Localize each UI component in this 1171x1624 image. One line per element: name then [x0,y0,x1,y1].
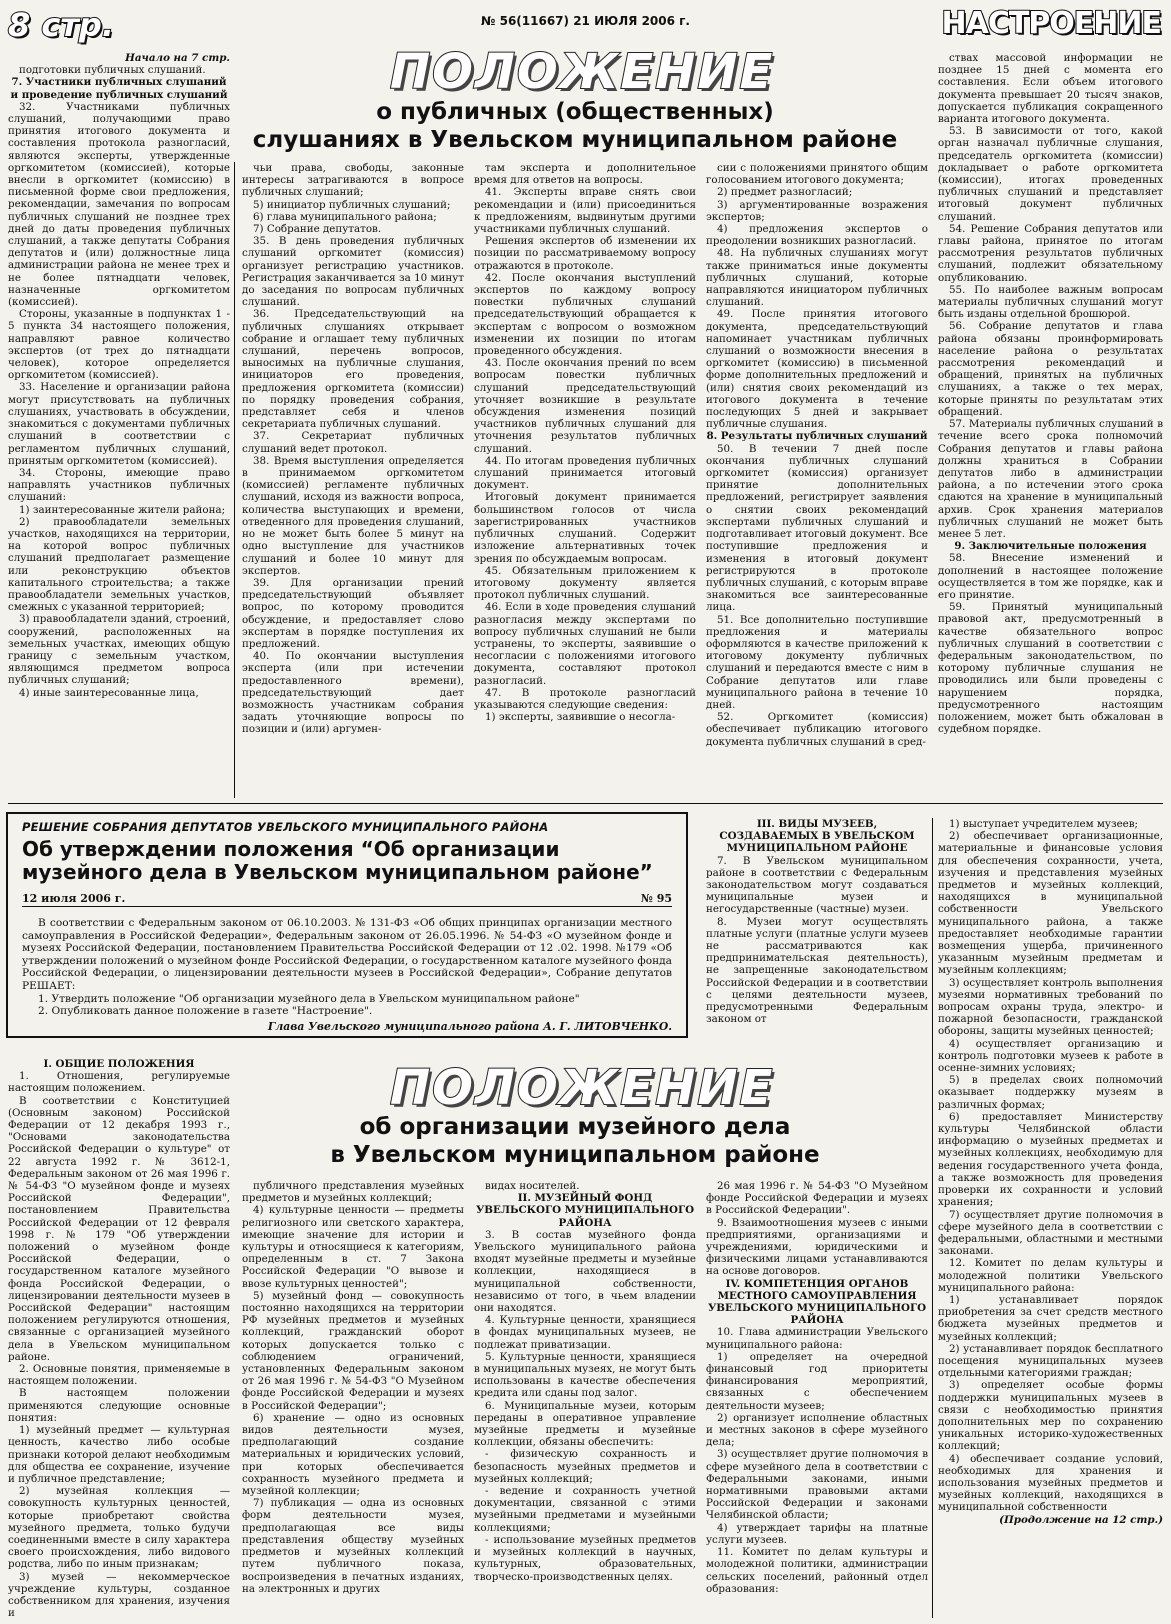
paragraph: сии с положениями принятого общим голосованием итогового документа; [706,162,928,187]
section-heading: 7. Участники публичных слушаний и проведение публичных слушаний [10,76,228,101]
paragraph: 46. Если в ходе проведения слушаний разногласия между экспертами по вопросу публичных слушаний не были устранены, то эксперты, заявившие о несогласии с положениями итогового документа, составляют протокол разногласий. [474,601,696,687]
paragraph: 1) заинтересованные жители района; [19,503,226,516]
top-column-5 [938,52,1163,800]
paragraph: 41. Эксперты вправе снять свои рекомендации и (или) присоединиться к предложениям, выдвинутым другими участниками публичных слушаний. [474,186,696,236]
section-heading: IV. КОМПЕТЕНЦИЯ ОРГАНОВ МЕСТНОГО САМОУПРАВЛЕНИЯ УВЕЛЬСКОГО МУНИЦИПАЛЬНОГО РАЙОНА [707,1277,927,1327]
paragraph: 1. Отношения, регулируемые настоящим положением. [8,1070,230,1095]
paragraph: 4) предложения экспертов о преодолении возникших разногласий. [706,223,928,248]
paragraph: 2) обеспечивает организационные, материальные и финансовые условия для обеспечения сохранности, учета, изучения и представления музейных предметов и музейных коллекций, находящихся в муниципальной собственности Увельского муниципального района, а также предоставляет необходимые гарантии возмещения ущерба, причиненного указанным музейным предметам и музейным коллекциям; [938,830,1163,977]
paragraph: 5) в пределах своих полномочий оказывает поддержку музеям в различных формах; [938,1074,1163,1111]
paragraph: публичного представления музейных предметов и музейных коллекций; [242,1180,464,1205]
decision-date: 12 июля 2006 г. [22,892,126,905]
paragraph: 2) музейная коллекция — совокупность культурных ценностей, которые приобретают свойства музейного предмета, только будучи соединенными вместе в силу характера своего происхождения, либо видового родства, либо по иным признакам; [8,1485,230,1571]
paragraph: В соответствии с Конституцией (Основным законом) Российской Федерации от 12 декабря 1993 г., "Основами законодательства Российской Федерации о культуре" от 22 августа 1992 г. № 3612-1, Федеральным законом от 26 мая 1996 г. № 54-ФЗ "О музейном фонде и музеях Российской Федерации", постановлением Правительства Российской Федерации от 12 февраля 1998 г. № 179 "Об утверждении положений о музейном фонде Российской Федерации, о государственном каталоге музейного фонда Российской Федерации, о лицензировании деятельности музеев в Российской Федерации" настоящим положением регулируются отношения, связанные с организацией музейного дела в Увельском муниципальном районе. [8,1094,230,1363]
paragraph: 2) устанавливает порядок бесплатного посещения муниципальных музеев отдельными категориями граждан; [938,1342,1163,1380]
paragraph: 53. В зависимости от того, какой орган назначал публичные слушания, председатель оргкомитета (комиссии) докладывает о работе оргкомитета (комиссии), итогах проведенных публичных слушаний и представляет итоговый документ публичных слушаний. [938,125,1163,223]
paragraph: 6) глава муниципального района; [253,210,437,223]
paragraph: 56. Собрание депутатов и глава района обязаны проинформировать население района о результатах рассмотрения рекомендаций и обращений, принятых на публичных слушаниях, а также о тех мерах, которые приняты по результатам этих обращений. [938,320,1163,418]
paragraph: 58. Внесение изменений и дополнений в настоящее положение осуществляется в том же порядке, как и его принятие. [938,552,1163,601]
top-column-1 [8,52,230,800]
paragraph: 49. После принятия итогового документа, председательствующий напоминает участникам публичных слушаний о возможности внесения в оргкомитет (комиссию) в письменной форме дополнительных предложений и (или) снятия своих рекомендаций из итогового документа в течение последующих 5 дней и закрывает публичные слушания. [706,308,928,431]
paragraph: 1) устанавливает порядок приобретения за счет средств местного бюджета музейных предметов и музейных коллекций; [938,1293,1163,1343]
paragraph: 6) предоставляет Министерству культуры Челябинской области информацию о музейных предметах и музейных коллекциях, необходимую для ведения государственного учета фонда, а также возможность для проведения проверки их сохранности и условий хранения; [938,1110,1163,1209]
section-heading: II. МУЗЕЙНЫЙ ФОНД УВЕЛЬСКОГО МУНИЦИПАЛЬНОГО РАЙОНА [475,1192,695,1229]
decision-box [6,812,688,1038]
decision-meta [22,892,672,907]
paragraph: 4) культурные ценности — предметы религиозного или светского характера, имеющие значение для истории и культуры и относящиеся к категориям, определенным в ст. 7 Закона Российской Федерации "О вывозе и ввозе культурных ценностей"; [242,1204,464,1290]
paragraph: 52. Оргкомитет (комиссия) обеспечивает публикацию итогового документа публичных слушаний в сред- [706,711,928,748]
paragraph: - ведение и сохранность учетной документации, связанной с этими музейными предметами и музейными коллекциями; [474,1485,696,1534]
paragraph: 32. Участниками публичных слушаний, получающими право принятия итогового документа и составления протокола разногласий, являются эксперты, утвержденные оргкомитетом (комиссией), которые внесли в оргкомитет (комиссию) в письменной форме свои предложения, рекомендации, замечания по вопросам публичных слушаний не позднее трех дней до даты проведения публичных слушаний, а также депутаты Собрания депутатов и (или) должностные лица администрации района не менее трех и не более пятнадцати человек, назначенные оргкомитетом (комиссией). [8,100,230,309]
paragraph: чьи права, свободы, законные интересы затрагиваются в вопросе публичных слушаний; [242,162,464,199]
section-heading: 8. Результаты публичных слушаний [706,430,928,443]
decision-paragraph: 2. Опубликовать данное положение в газете "Настроение". [38,1005,373,1018]
paragraph: 4. Культурные ценности, хранящиеся в фондах муниципальных музеев, не подлежат приватизации. [474,1314,696,1351]
paragraph: 36. Председательствующий на публичных слушаниях открывает собрание и оглашает тему публичных слушаний, перечень вопросов, выносимых на публичные слушания, инициаторов его проведения, предложения оргкомитета (комиссии) по порядку проведения собрания, представляет себя и членов секретариата публичных слушаний. [242,308,464,431]
bottom-column-1 [8,1058,230,1620]
top-article-title: ПОЛОЖЕНИЕ [390,44,775,100]
section-heading: I. ОБЩИЕ ПОЛОЖЕНИЯ [43,1058,195,1070]
bottom-article-subtitle-1: об организации музейного дела [359,1114,791,1140]
bottom-article-subtitle-2: в Увельском муниципальном районе [330,1142,820,1168]
paragraph: 39. Для организации прений председательствующий объявляет вопрос, по которому проводится обсуждение, и предоставляет слово экспертам в порядке поступления их предложений. [242,576,464,650]
top-column-4 [706,162,928,800]
paragraph: 3) музей — некоммерческое учреждение культуры, созданное собственником для хранения, изучения и [8,1570,230,1620]
paragraph: 55. По наиболее важным вопросам материалы публичных слушаний могут быть изданы отдельной брошюрой. [938,283,1163,321]
paragraph: В настоящем положении применяются следующие основные понятия: [8,1387,230,1424]
top-article-subtitle-2: слушаниях в Увельском муниципальном районе [252,127,898,153]
paragraph: 34. Стороны, имеющие право направлять участников публичных слушаний: [8,466,230,504]
bottom-column-3 [474,1180,696,1620]
paragraph: 5) инициатор публичных слушаний; [253,198,451,211]
mid-column-4 [706,818,928,1050]
issue-info: № 56(11667) 21 ИЮЛЯ 2006 г. [480,14,690,28]
paragraph: 33. Население и организации района могут присутствовать на публичных слушаниях, участвовать в обсуждении, знакомиться с документами публичных слушаний в соответствии с регламентом публичных слушаний, принятым оргкомитетом (комиссией). [8,381,230,467]
paragraph: 45. Обязательным приложением к итоговому документу является протокол публичных слушаний. [474,564,696,602]
paragraph: 4) обеспечивает создание условий, необходимых для хранения и использования музейных предметов и музейных коллекций, находящихся в муниципальной собственности [938,1452,1163,1514]
paragraph: 40. По окончании выступления эксперта (или при истечении предоставленного времени), председательствующий дает возможность участникам собрания задать уточняющие вопросы по позиции и (или) аргумен- [242,650,464,736]
paragraph: 7. В Увельском муниципальном районе в соответствии с Федеральным законодательством могут создаваться муниципальные музеи и негосударственные (частные) музеи. [706,854,928,916]
paragraph: 8. Музеи могут осуществлять платные услуги (платные услуги музеев не рассматриваются как предпринимательская деятельность), не запрещенные законодательством Российской Федерации и в соответствии с целями деятельности музеев, предусмотренными Федеральным законом от [706,915,928,1026]
paragraph: 1) эксперты, заявившие о несогла- [485,711,676,724]
paragraph: 11. Комитет по делам культуры и молодежной политики, администрации сельских поселений, районный отдел образования: [706,1546,928,1595]
paragraph: 5. Культурные ценности, хранящиеся в муниципальных музеях, не могут быть использованы в качестве обеспечения кредита или сданы под залог. [474,1350,696,1400]
paragraph: 54. Решение Собрания депутатов или главы района, принятое по итогам рассмотрения результатов публичных слушаний, подлежит обязательному опубликованию. [938,222,1163,284]
paragraph: 6) хранение — одно из основных видов деятельности музея, предполагающий создание материальных и юридических условий, при которых обеспечивается сохранность музейного предмета и музейной коллекции; [242,1411,464,1498]
column-rule [234,162,235,798]
top-column-3 [474,162,696,800]
paragraph: 7) Собрание депутатов. [253,223,382,236]
paragraph: (Продолжение на 12 стр.) [999,1513,1163,1526]
top-column-2 [242,162,464,800]
paragraph: 42. После окончания выступлений экспертов по каждому вопросу повестки публичных слушаний председательствующий обращается к экспертам с вопросом о возможном изменении их позиции по итогам проведенного обсуждения. [474,271,696,358]
paragraph: видах носителей. [485,1180,580,1192]
paragraph: 26 мая 1996 г. № 54-ФЗ "О Музейном фонде Российской Федерации и музеях в Российской Федерации". [706,1180,928,1217]
decision-body [22,917,672,1018]
page-number: 8 стр. [8,6,114,44]
paragraph: 9. Взаимоотношения музеев с иными предприятиями, организациями и учреждениями, юридическими и физическими лицами устанавливаются на основе договоров. [706,1216,928,1278]
paragraph: 44. По итогам проведения публичных слушаний принимается итоговый документ. [474,454,696,492]
paragraph: 48. На публичных слушаниях могут также приниматься иные документы публичных слушаний, которые направляются инициатором публичных слушаний. [706,247,928,309]
paragraph: Решения экспертов об изменении их позиции по рассматриваемому вопросу отражаются в протоколе. [474,235,696,272]
paragraph: 12. Комитет по делам культуры и молодежной политики Увельского муниципального района: [938,1257,1163,1294]
paragraph: 3) аргументированные возражения экспертов; [706,198,928,223]
paragraph: ствах массовой информации не позднее 15 дней с момента его составления. Если объем итогового документа превышает 20 тысяч знаков, допускается публикация сокращенного варианта итогового документа. [938,52,1163,126]
paragraph: 37. Секретариат публичных слушаний ведет протокол. [242,430,464,455]
paragraph: 4) осуществляет организацию и контроль подготовки музеев к работе в осенне-зимних условиях; [938,1037,1163,1075]
paragraph: 3. В состав музейного фонда Увельского муниципального района входят музейные предметы и музейные коллекции, находящиеся в муниципальной собственности, независимо от того, в чьем владении они находятся. [474,1228,696,1315]
paragraph: 3) осуществляет контроль выполнения музеями нормативных требований по вопросам охраны труда, электро- и пожарной безопасности, гражданской обороны, защиты музейных ценностей; [938,976,1163,1038]
paragraph: 5) музейный фонд — совокупность постоянно находящихся на территории РФ музейных предметов и музейных коллекций, гражданский оборот которых допускается только с соблюдением ограничений, установленных Федеральным законом от 26 мая 1996 г. № 54-ФЗ "О Музейном фонде Российской Федерации и музеях в Российской Федерации"; [242,1289,464,1412]
paragraph: 43. После окончания прений по всем вопросам повестки публичных слушаний председательствующий уточняет возникшие в результате обсуждения изменения позиций участников публичных слушаний для уточнения результатов публичных слушаний. [474,357,696,455]
paragraph: 6. Муниципальные музеи, которым переданы в оперативное управление музейные предметы и музейные коллекции, обязаны обеспечить: [474,1399,696,1449]
paragraph: 3) правообладатели зданий, строений, сооружений, расположенных на земельных участках, имеющих общую границу с земельным участком, являющимся предметом вопроса публичных слушаний; [8,613,230,687]
decision-title: Об утверждении положения “Об организации музейного дела в Увельском муниципальном районе” [22,837,653,884]
paragraph: 10. Глава администрации Увельского муниципального района: [706,1326,928,1351]
paragraph: 2) организует исполнение областных и местных законов в сфере музейного дела; [706,1411,928,1449]
paragraph: 7) публикация — одна из основных форм деятельности музея, предполагающая все виды представления обществу музейных предметов и музейных коллекций путем публичного показа, воспроизведения в печатных изданиях, на электронных и других [242,1497,464,1595]
paragraph: 47. В протоколе разногласий указываются следующие сведения: [474,686,696,711]
paragraph: там эксперта и дополнительное время для ответов на вопросы. [474,162,696,187]
mid-column-5 [938,818,1163,1618]
paragraph: 1) определяет на очередной финансовый год приоритеты финансирования мероприятий, связанных с обеспечением деятельности музеев; [706,1350,928,1412]
paragraph: 7) осуществляет другие полномочия в сфере музейного дела в соответствии с федеральными, областными и местными законами. [938,1208,1163,1258]
paragraph: 35. В день проведения публичных слушаний оргкомитет (комиссия) организует регистрацию участников. Регистрация заканчивается за 10 минут до заседания по вопросам публичных слушаний. [242,235,464,309]
paragraph: - физическую сохранность и безопасность музейных предметов и музейных коллекций; [474,1448,696,1485]
decision-signature: Глава Увельского муниципального района А. Г. ЛИТОВЧЕНКО. [267,1019,672,1033]
paragraph: 3) осуществляет другие полномочия в сфере музейного дела в соответствии с Федеральными законами, иными нормативными правовыми актами Российской Федерации и законами Челябинской области; [706,1448,928,1522]
paragraph: 2) предмет разногласий; [717,186,853,199]
decision-paragraph: В соответствии с Федеральным законом от 06.10.2003. № 131-ФЗ «Об общих принципах организации местного самоуправления в Российской Федерации», Федеральным законом от 26.05.1996. № 54-ФЗ «О музейном фонде и музеях Российской Федерации, постановлением Правительства Российской Федерации от 12 .02. 1998. №179 «Об утверждении положений о музейном фонде Российской Федерации, о государственном каталоге музейного фонда Российской Федерации, о лицензировании деятельности музеев в Российской Федерации», Собрание депутатов РЕШАЕТ: [22,917,672,992]
paragraph: 50. В течении 7 дней после окончания публичных слушаний оргкомитет (комиссия) организует принятие дополнительных предложений, регистрирует заявления о снятии своих рекомендаций экспертами публичных слушаний и подготавливает итоговый документ. Все поступившие предложения и изменения в итоговый документ регистрируются в протоколе публичных слушаний, с которым вправе знакомиться все заинтересованные лица. [706,442,928,614]
paragraph: 38. Время выступления определяется в принимаемом оргкомитетом (комиссией) регламенте публичных слушаний, исходя из важности вопроса, количества выступающих и времени, отведенного для проведения слушаний, но не может быть более 5 минут на одно выступление для участников слушаний и более 10 минут для экспертов. [242,454,464,577]
paragraph: Начало на 7 стр. [125,52,230,64]
top-article-subtitle-1: о публичных (общественных) [376,99,774,125]
newspaper-masthead: НАСТРОЕНИЕ [941,6,1161,41]
paragraph: 51. Все дополнительно поступившие предложения и материалы оформляются в качестве приложений к итоговому документу публичных слушаний и передаются вместе с ним в Собрание депутатов или главе муниципального района в течение 10 дней. [706,613,928,711]
paragraph: 4) иные заинтересованные лица, [19,686,199,699]
paragraph: - использование музейных предметов и музейных коллекций в научных, культурных, образовательных, творческо-производственных целях. [474,1533,696,1583]
paragraph: 57. Материалы публичных слушаний в течение всего срока полномочий Собрания депутатов и главы района должны храниться в Собрании депутатов либо в администрации района, а по истечении этого срока сдаются на хранение в муниципальный архив. Срок хранения материалов публичных слушаний не может быть менее 5 лет. [938,418,1163,540]
bottom-column-2 [242,1180,464,1620]
decision-paragraph: 1. Утвердить положение "Об организации музейного дела в Увельском муниципальном районе" [38,992,580,1005]
paragraph: 1) выступает учредителем музеев; [949,818,1139,830]
paragraph: 1) музейный предмет — культурная ценность, качество либо особые признаки которой делают необходимым для общества ее сохранение, изучение и публичное представление; [8,1424,230,1485]
paragraph: 3) определяет особые формы поддержки муниципальных музеев в связи с необходимостью принятия дополнительных мер по сохранению уникальных историко-художественных коллекций; [938,1379,1163,1453]
section-heading: 9. Заключительные положения [954,540,1147,553]
decision-kicker: РЕШЕНИЕ СОБРАНИЯ ДЕПУТАТОВ УВЕЛЬСКОГО МУНИЦИПАЛЬНОГО РАЙОНА [22,820,549,834]
paragraph: Итоговый документ принимается большинством голосов от числа зарегистрированных участников публичных слушаний. Содержит изложение альтернативных точек зрения по обсуждаемым вопросам. [474,491,696,565]
paragraph: 59. Принятый муниципальный правовой акт, предусмотренный в качестве обязательного вопрос публичных слушаний в соответствии с федеральным законодательством, по которому публичные слушания не проводились или были проведены с нарушением порядка, предусмотренного настоящим положением, может быть обжалован в судебном порядке. [938,601,1163,736]
paragraph: 2) правообладатели земельных участков, находящихся на территории, на которой вопрос публичных слушаний предполагает размещение или реконструкцию объектов капитального строительства; а также правообладатели земельных участков, смежных с указанной территорией; [8,515,230,614]
column-rule [932,818,933,1618]
bottom-column-4 [706,1180,928,1620]
section-heading: III. ВИДЫ МУЗЕЕВ, СОЗДАВАЕМЫХ В УВЕЛЬСКОМ МУНИЦИПАЛЬНОМ РАЙОНЕ [719,818,915,855]
paragraph: 2. Основные понятия, применяемые в настоящем положении. [8,1363,230,1388]
paragraph: 4) утверждает тарифы на платные услуги музеев. [706,1521,928,1546]
paragraph: Стороны, указанные в подпунктах 1 - 5 пункта 34 настоящего положения, направляют равное количество экспертов (от трех до пятнадцати человек), которое определяется оргкомитетом (комиссией). [8,308,230,382]
decision-number: № 95 [640,892,672,905]
section-divider [8,803,1163,804]
paragraph: подготовки публичных слушаний. [19,64,206,77]
bottom-article-title: ПОЛОЖЕНИЕ [390,1060,775,1116]
